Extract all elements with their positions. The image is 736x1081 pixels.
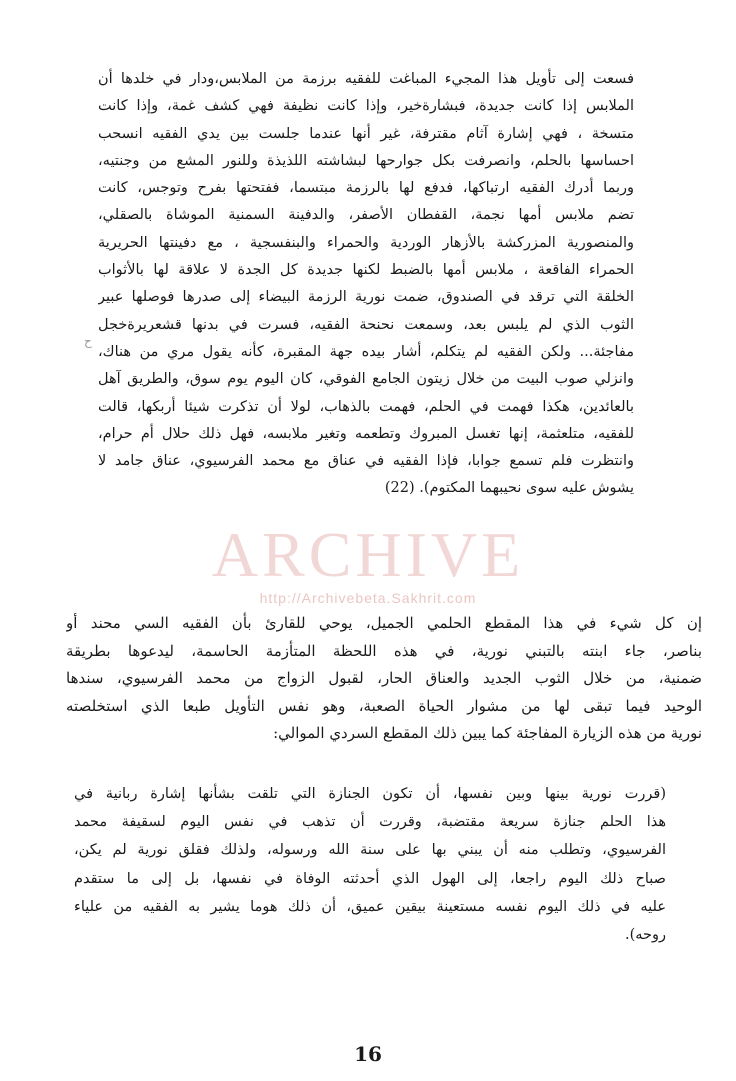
quote-line: مفاجئة... ولكن الفقيه لم يتكلم، أشار بيده جهة المقبرة، كأنه يقول مري من هناك، [98, 343, 634, 360]
second-quoted-passage [74, 780, 666, 949]
quote-line: متسخة ، فهي إشارة آثام مقترفة، غير أنها عندما جلست بين يدي الفقيه انسحب [98, 125, 634, 142]
quote2-line: هذا الحلم جنازة سريعة مقتضبة، وقررت أن تذهب في نفس اليوم لسقيفة محمد [74, 814, 666, 831]
quote-line: الملابس إذا كانت جديدة، فبشارةخير، وإذا كانت نظيفة فهي كشف غمة، وإذا كانت [98, 98, 634, 115]
quote2-line: صباح ذلك اليوم راجعا، إلى الهول الذي أحدثته الوفاة في نفسها، بل إلى ما ستقدم [74, 870, 666, 887]
quote-line: للفقيه، متلعثمة، إنها تغسل المبروك وتطعمه وتغير ملابسه، فهل ذلك حلال أم حرام، [98, 425, 634, 442]
quote2-line: (قررت نورية بينها وبين نفسها، أن تكون الجنازة التي تلقت بشأنها إشارة ربانية في [74, 786, 666, 802]
quote-line: والمنصورية المزركشة بالأزهار الوردية والحمراء والبنفسجية ، مع دفينتها الحريرية [98, 234, 634, 251]
quote2-line: روحه). [624, 926, 666, 943]
page-number: 16 [354, 1042, 382, 1066]
quote-line: يشوش عليه سوى نحيبهما المكتوم). (22) [384, 480, 634, 497]
body-line: بناصر، جاء ابنته بالتبني نورية، في هذه اللحظة المتأزمة الحاسمة، ليدعوها بطريقة [66, 641, 702, 660]
quote-line: الخلقة التي ترقد في الصندوق، ضمت نورية الرزمة البيضاء إلى صدرها فوصلها عبير [98, 289, 634, 306]
quote-line: وانتظرت فلم تسمع جوابا، فإذا الفقيه في عناق مع محمد الفرسيوي، عناق جامد لا [98, 453, 634, 470]
quote-line: تضم ملابس أمها نجمة، القفطان الأصفر، والدفينة السمنية الموشاة بالصقلي، [98, 207, 634, 224]
body-paragraph [66, 610, 702, 748]
quote2-line: الفرسيوي، وتطلب منه أن يبني بها على سنة الله ورسوله، ولذلك فقلق نورية لم يكن، [74, 842, 666, 859]
body-line: إن كل شيء في هذا المقطع الحلمي الجميل، يوحي للقارئ بأن الفقيه السي محند أو [66, 614, 702, 632]
watermark-title: ARCHIVE [211, 519, 525, 590]
body-line: نورية من هذه الزيارة المفاجئة كما يبين ذلك المقطع السردي الموالي: [273, 724, 702, 742]
watermark-url: http://Archivebeta.Sakhrit.com [259, 590, 477, 606]
quote2-line: عليه في ذلك اليوم نفسه مستعينة بيقين عميق، أن ذلك هوما يشير به الفقيه من علياء [74, 898, 666, 915]
quote-line: وربما أدرك الفقيه ارتباكها، فدفع لها بالرزمة مبتسما، ففتحتها بفرح وتوجس، كانت [98, 180, 634, 197]
body-line: الوحيد فيما تبقى لها من مشوار الحياة الصعبة، وهو نفس التأويل طبعا الذي استخلصته [66, 696, 702, 715]
quote-line: الثوب الذي لم يلبس بعد، وسمعت نحنحة الفقيه، فسرت في بدنها قشعريرةخجل [98, 316, 634, 333]
quoted-passage [98, 66, 634, 503]
quote-line: احساسها بالحلم، وانصرفت بكل جوارحها لبشاشته اللذيذة وللنور المشع من وجنتيه، [98, 152, 634, 169]
quote-line: بالعائدين، هكذا فهمت في الحلم، فهمت بالذهاب، لولا أن تذكرت شيئا أربكها، قالت [98, 398, 634, 415]
quote-line: الحمراء الفاقعة ، ملابس أمها بالضبط لكنها جديدة كل الجدة لا علاقة لها بالأثواب [98, 262, 634, 279]
quote-line: وانزلي صوب البيت من خلال زيتون الجامع الفوقي، كان اليوم يوم سوق، والطريق آهل [98, 371, 634, 388]
margin-mark: ح [84, 334, 92, 348]
body-line: ضمنية، من خلال الثوب الجديد والعناق الحار، لقبول الزواج من محمد الفرسيوي، سندها [66, 669, 702, 687]
quote-line: فسعت إلى تأويل هذا المجيء المباغت للفقيه برزمة من الملابس،ودار في خلدها أن [98, 71, 634, 87]
